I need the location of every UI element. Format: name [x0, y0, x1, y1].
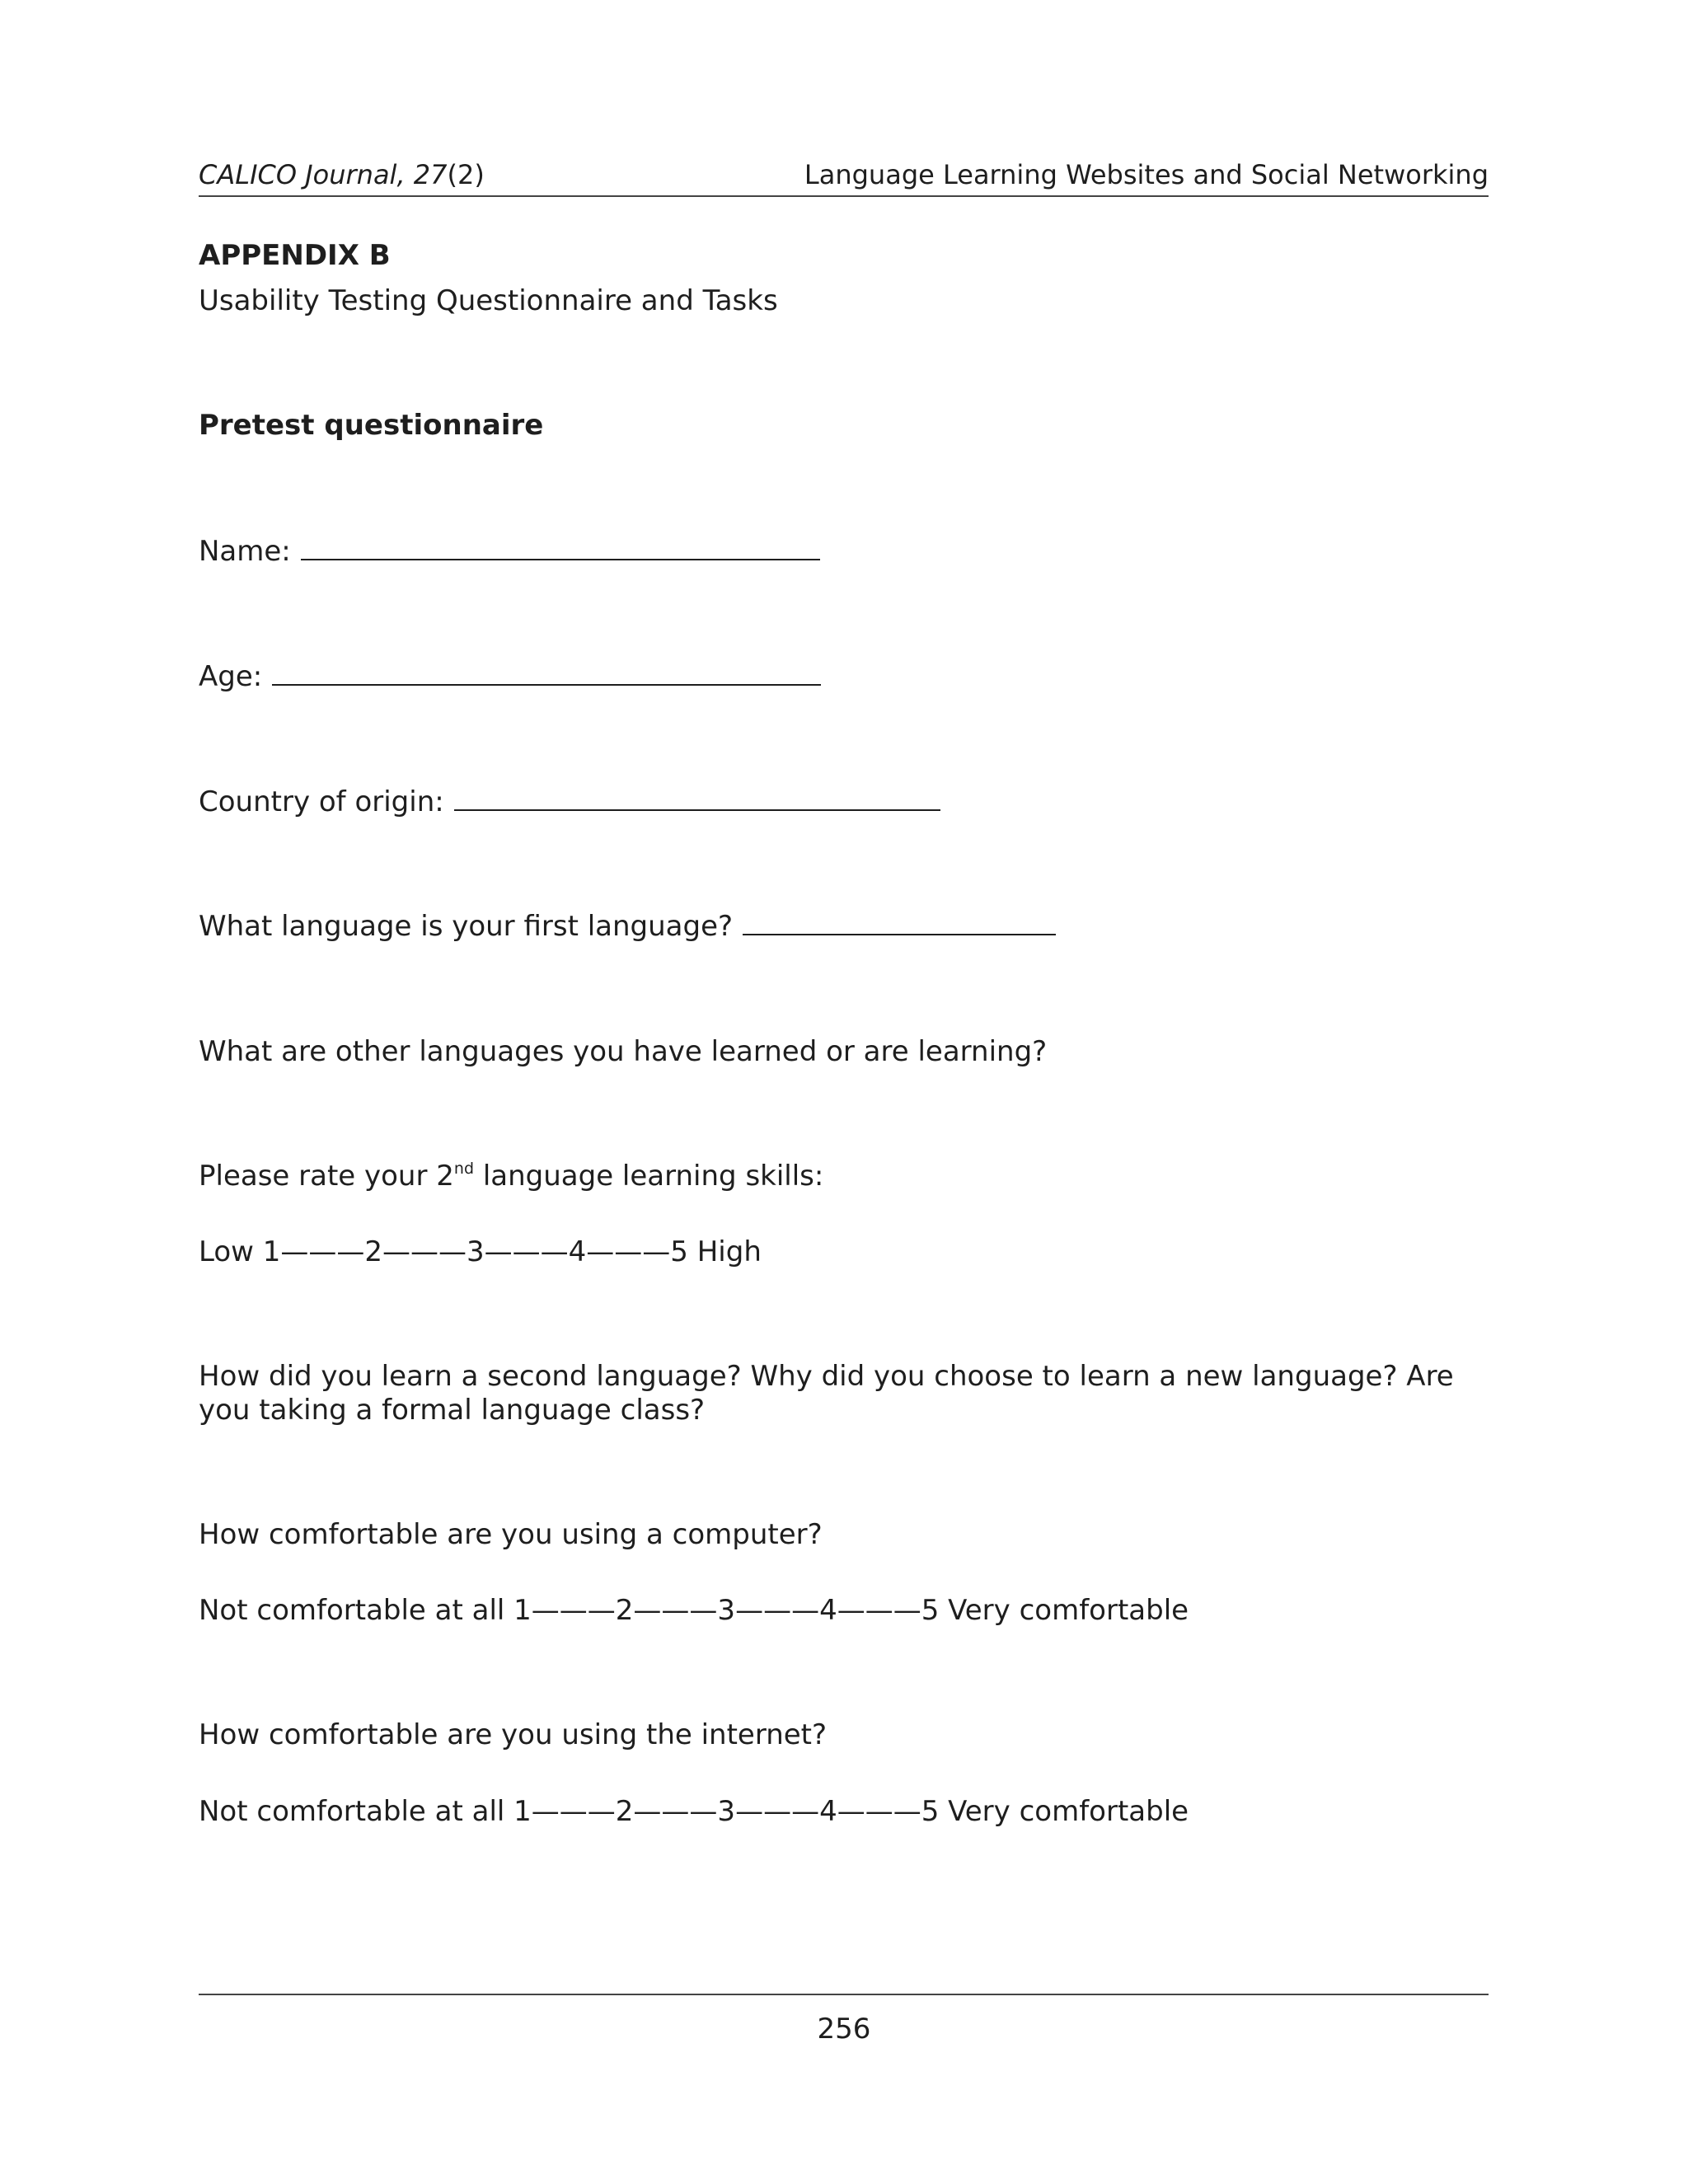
how-learn-question: How did you learn a second language? Why did you choose to learn a new language? Are you taking a formal language class?: [199, 1360, 1454, 1427]
name-blank-line[interactable]: [301, 534, 820, 560]
header-rule: [199, 195, 1489, 197]
running-title: Language Learning Websites and Social Networking: [804, 159, 1489, 190]
journal-name: CALICO Journal,: [199, 159, 406, 190]
first-language-label: What language is your first language?: [199, 910, 734, 943]
other-languages-question: What are other languages you have learned or are learning?: [199, 1035, 1048, 1068]
rate-prefix: Please rate your 2: [199, 1160, 454, 1193]
rate-skills-question: [199, 1160, 823, 1193]
rate-skills-scale: Low 1———2———3———4———5 High: [199, 1235, 762, 1268]
name-label: Name:: [199, 535, 291, 568]
age-blank-line[interactable]: [272, 659, 821, 686]
country-field: [199, 785, 940, 819]
rate-suffix: language learning skills:: [474, 1160, 824, 1193]
footer-rule: [199, 1994, 1489, 1995]
journal-citation: [199, 158, 485, 191]
journal-volume: 27: [413, 159, 448, 190]
comfort-computer-question: How comfortable are you using a computer?: [199, 1518, 823, 1551]
rate-ordinal: nd: [453, 1160, 475, 1178]
first-language-field: [199, 909, 1056, 944]
country-label: Country of origin:: [199, 785, 444, 818]
section-title: Pretest questionnaire: [199, 409, 544, 442]
first-language-blank-line[interactable]: [743, 909, 1056, 935]
journal-issue: (2): [447, 159, 485, 190]
age-field: [199, 659, 821, 694]
age-label: Age:: [199, 660, 263, 693]
page-number: 256: [817, 2013, 871, 2046]
appendix-subtitle: Usability Testing Questionnaire and Tasks: [199, 284, 778, 317]
comfort-internet-scale: Not comfortable at all 1———2———3———4———5 Very comfortable: [199, 1795, 1189, 1828]
comfort-internet-question: How comfortable are you using the internet?: [199, 1718, 828, 1751]
comfort-computer-scale: Not comfortable at all 1———2———3———4———5 Very comfortable: [199, 1594, 1189, 1627]
appendix-label: APPENDIX B: [199, 239, 391, 272]
name-field: [199, 534, 820, 569]
country-blank-line[interactable]: [454, 785, 940, 811]
